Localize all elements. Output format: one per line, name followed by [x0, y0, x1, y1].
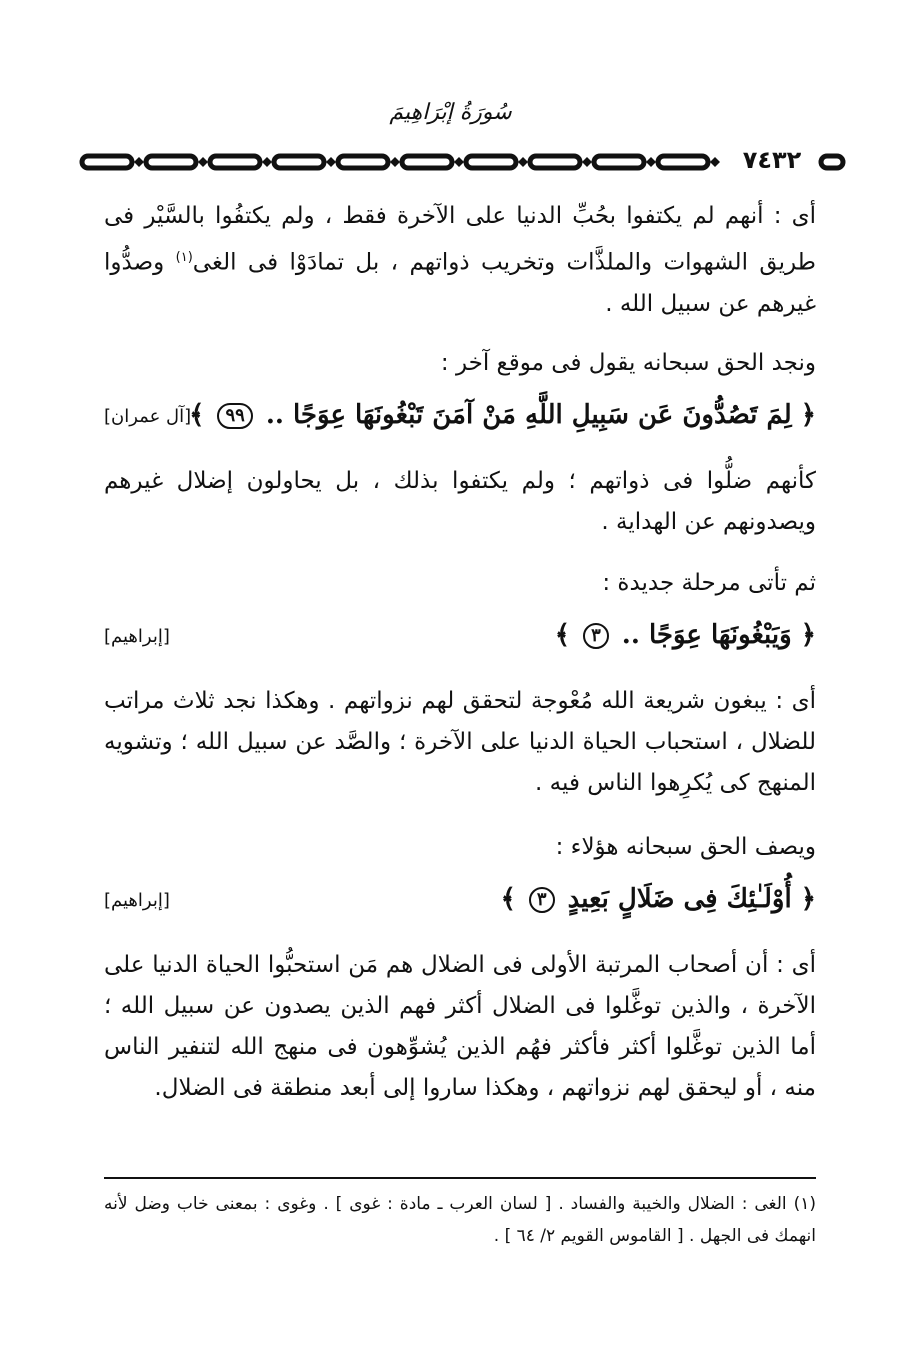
- footnote-separator: [104, 1177, 816, 1179]
- ayah-number-marker: ٣: [529, 887, 555, 913]
- footnote: (١) الغى : الضلال والخيبة والفساد . [ لسان العرب ـ مادة : غوى ] . وغوى : بمعنى خاب وضل لأنه انهمك فى الجهل . [ القاموس القويم ٢/ ٦٤ ] .: [104, 1194, 816, 1246]
- quran-verse-2: [104, 620, 816, 664]
- paragraph-4: ثم تأتى مرحلة جديدة :: [602, 570, 816, 596]
- paragraph-1: [104, 196, 816, 325]
- paragraph-1-end: وصدُّوا غيرهم عن سبيل الله .: [104, 249, 816, 317]
- verse-close-bracket: ﴾: [554, 620, 570, 650]
- verse-2-arabic: وَيَبْغُونَهَا عِوَجًا ..: [621, 620, 792, 650]
- paragraph-5: أى : يبغون شريعة الله مُعْوجة لتحقق لهم نزواتهم . وهكذا نجد ثلاث مراتب للضلال ، استحباب الحياة الدنيا على الآخرة ؛ والصَّد عن سبيل الله ؛ وتشويه المنهج كى يُكرِهوا الناس فيه .: [104, 688, 816, 796]
- verse-3-text: [501, 884, 816, 914]
- page-number: ٧٤٣٢: [742, 146, 802, 174]
- paragraph-1-text: أى : أنهم لم يكتفوا بحُبِّ الدنيا على الآخرة فقط ، ولم يكتفُوا بالسَّيْر فى طريق الشهوات والملذَّات وتخريب ذواتهم ، بل تمادَوْا فى الغى: [104, 203, 816, 276]
- ornamental-chain-border: [78, 152, 728, 172]
- paragraph-2: ونجد الحق سبحانه يقول فى موقع آخر :: [440, 350, 816, 376]
- paragraph-3: كأنهم ضلُّوا فى ذواتهم ؛ ولم يكتفوا بذلك ، بل يحاولون إضلال غيرهم ويصدونهم عن الهداية .: [104, 468, 816, 535]
- verse-open-bracket: ﴿: [800, 400, 816, 430]
- ayah-number-marker: ٣: [583, 623, 609, 649]
- verse-1-arabic: لِمَ تَصُدُّونَ عَن سَبِيلِ اللَّهِ مَنْ آمَنَ تَبْغُونَهَا عِوَجًا ..: [265, 400, 792, 430]
- surah-title: سُورَةُ إبْرَاهِيمَ: [389, 100, 512, 125]
- paragraph-7: أى : أن أصحاب المرتبة الأولى فى الضلال هم مَن استحبُّوا الحياة الدنيا على الآخرة ، والذين توغَّلوا فى الضلال أكثر فهم الذين يصدون عن سبيل الله ؛ أما الذين توغَّلوا أكثر فأكثر فهُم الذين يُشوِّهون فى منهج الله لتنفير الناس منه ، أو ليحقق لهم نزواتهم ، وهكذا ساروا إلى أبعد منطقة فى الضلال.: [104, 952, 816, 1101]
- paragraph-6: ويصف الحق سبحانه هؤلاء :: [555, 834, 816, 860]
- verse-3-arabic: أُوْلَـٰئِكَ فِى ضَلَالٍ بَعِيدٍ: [567, 884, 792, 914]
- page-header-border: [78, 146, 846, 178]
- verse-1-text: [189, 400, 816, 430]
- verse-open-bracket: ﴿: [800, 620, 816, 650]
- ornamental-end-link: [818, 152, 846, 172]
- footnote-marker[interactable]: (١): [175, 250, 193, 265]
- verse-3-reference: [إبراهيم]: [104, 890, 170, 911]
- ayah-number-marker: ٩٩: [217, 403, 252, 429]
- quran-verse-3: [104, 884, 816, 928]
- verse-1-reference: [آل عمران]: [104, 406, 192, 427]
- verse-2-reference: [إبراهيم]: [104, 626, 170, 647]
- verse-close-bracket: ﴾: [189, 400, 205, 430]
- verse-open-bracket: ﴿: [800, 884, 816, 914]
- verse-2-text: [555, 620, 816, 650]
- verse-close-bracket: ﴾: [500, 884, 516, 914]
- quran-verse-1: [104, 400, 816, 444]
